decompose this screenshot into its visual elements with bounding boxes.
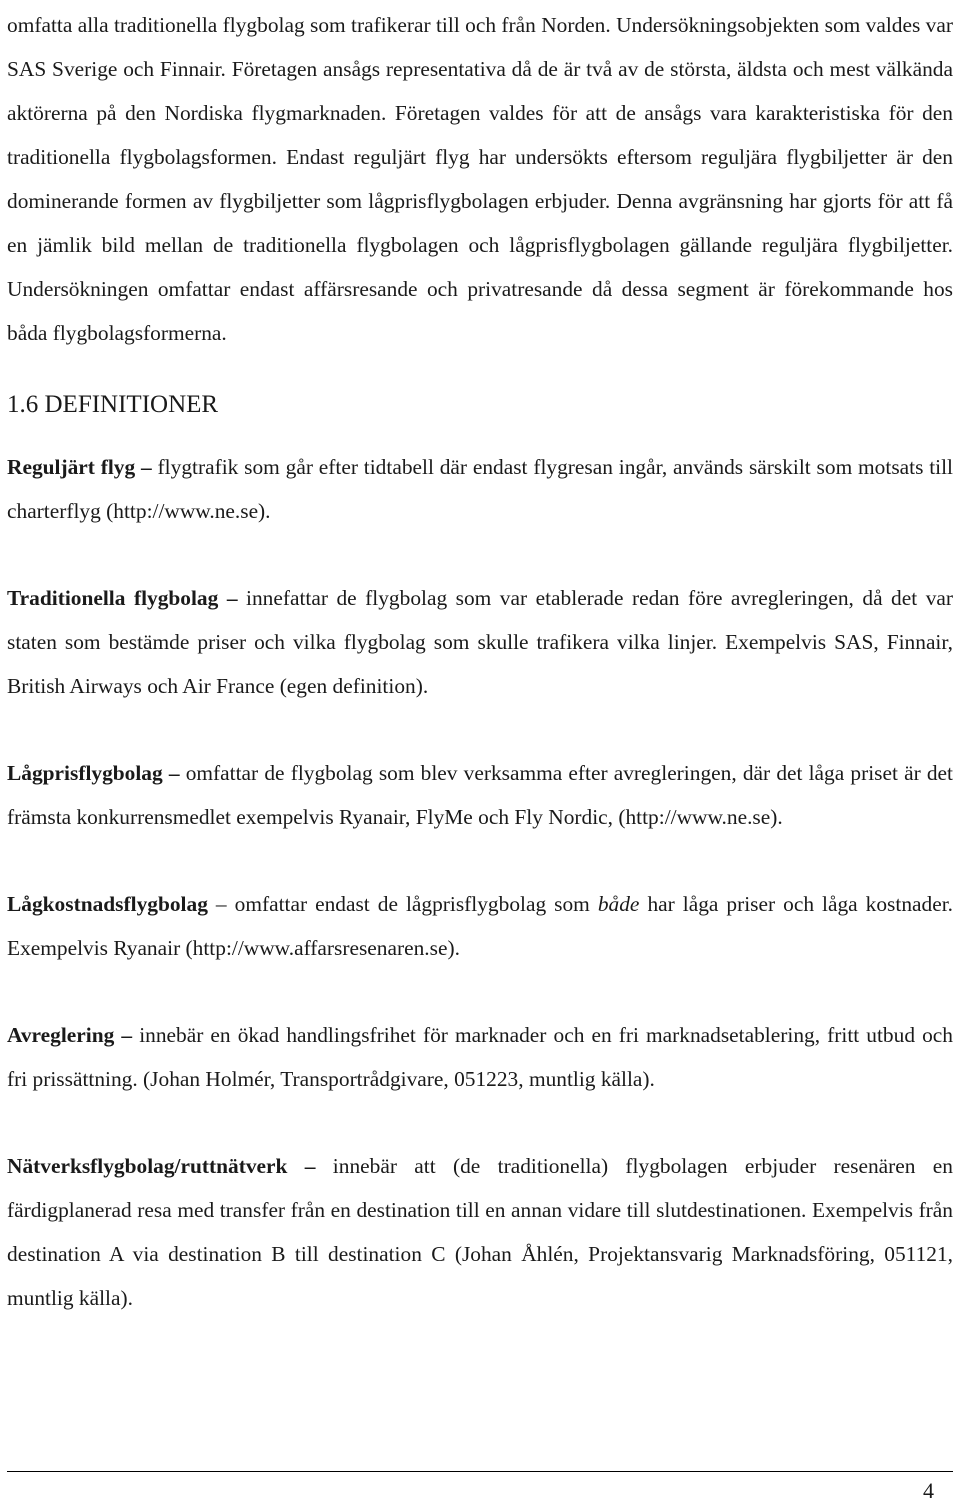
document-page <box>7 0 953 1320</box>
definition-lagkostnadsflygbolag <box>7 882 953 970</box>
definition-term: Lågkostnadsflygbolag <box>7 892 208 916</box>
definition-text: innebär att (de traditionella) flygbolagen erbjuder resenären en färdigplanerad resa med transfer från en destination till en annan vidare till slutdestinationen. Exempelvis från destination A via destination B till destination C (Johan Åhlén, Projektansvarig Marknadsföring, 051121, muntlig källa). <box>7 1154 953 1310</box>
definition-term: Avreglering – <box>7 1023 133 1047</box>
page-number: 4 <box>923 1478 934 1503</box>
definition-traditionella-flygbolag <box>7 576 953 708</box>
definition-term: Traditionella flygbolag – <box>7 586 238 610</box>
definition-natverksflygbolag <box>7 1144 953 1320</box>
definition-term: Lågprisflygbolag – <box>7 761 180 785</box>
definition-text: omfattar de flygbolag som blev verksamma efter avregleringen, där det låga priset är det främsta konkurrensmedlet exempelvis Ryanair, FlyMe och Fly Nordic, (http://www.ne.se). <box>7 761 953 829</box>
definition-term: Reguljärt flyg – <box>7 455 152 479</box>
intro-paragraph: omfatta alla traditionella flygbolag som trafikerar till och från Norden. Undersökningsobjekten som valdes var SAS Sverige och Finnair. Företagen ansågs representativa då de är två av de största, äldsta och mest välkända aktörerna på den Nordiska flygmarknaden. Företagen valdes för att de ansågs vara karakteristiska för den traditionella flygbolagsformen. Endast reguljärt flyg har undersökts eftersom reguljära flygbiljetter är den dominerande formen av flygbiljetter som lågprisflygbolagen erbjuder. Denna avgränsning har gjorts för att få en jämlik bild mellan de traditionella flygbolagen och lågprisflygbolagen gällande reguljära flygbiljetter. Undersökningen omfattar endast affärsresande och privatresande då dessa segment är förekommande hos båda flygbolagsformerna. <box>7 13 953 345</box>
definition-text: flygtrafik som går efter tidtabell där endast flygresan ingår, används särskilt som motsats till charterflyg (http://www.ne.se). <box>7 455 954 523</box>
definition-text: har låga priser och låga kostnader. Exempelvis Ryanair (http://www.affarsresenaren.se). <box>7 892 953 960</box>
definition-lagprisflygbolag <box>7 751 953 839</box>
definition-emphasis: både <box>597 892 640 916</box>
section-heading: 1.6 DEFINITIONER <box>7 391 219 418</box>
definition-text: innebär en ökad handlingsfrihet för marknader och en fri marknadsetablering, fritt utbud och fri prissättning. (Johan Holmér, Transportrådgivare, 051223, muntlig källa). <box>7 1023 953 1091</box>
footer-divider <box>7 1471 953 1472</box>
definition-text: – omfattar endast de lågprisflygbolag som <box>207 892 598 916</box>
definition-reguljart-flyg <box>7 445 953 533</box>
definition-text: innefattar de flygbolag som var etablerade redan före avregleringen, då det var staten som bestämde priser och vilka flygbolag som skulle trafikera vilka linjer. Exempelvis SAS, Finnair, British Airways och Air France (egen definition). <box>7 586 954 698</box>
definition-term: Nätverksflygbolag/ruttnätverk – <box>7 1154 316 1178</box>
definition-avreglering <box>7 1013 953 1101</box>
